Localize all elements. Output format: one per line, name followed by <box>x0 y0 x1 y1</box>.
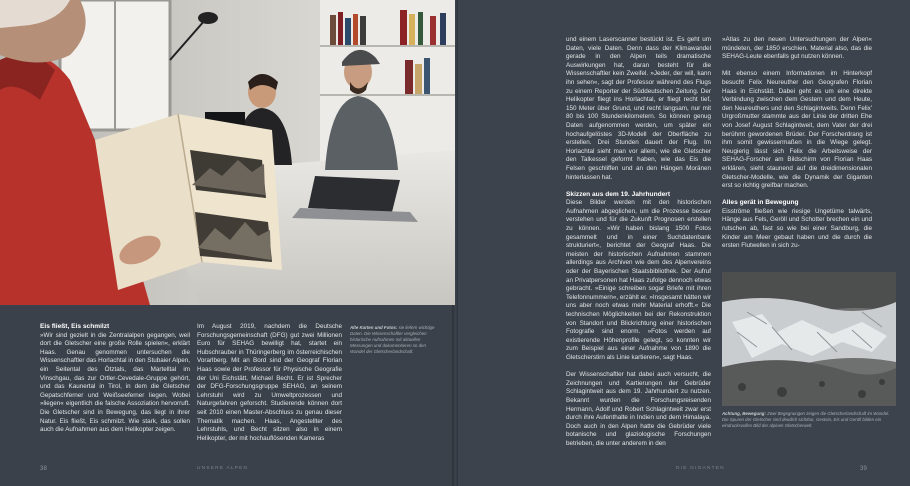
glacier-caption-lead: Achtung, Bewegung: <box>722 411 766 416</box>
column-3-paragraph-1: und einem Laserscanner bestückt ist. Es geht um Daten, viele Daten. Denn dass der Klimawandel gerade in den Alpen teils dramatische Auswirkungen hat, daran besteht für die Wissenschaftler kein Zweifel. »Jeder, der will, kann ihn sehen«, sagt der Professor während des Flugs zu einem Reporter der Süddeutschen Zeitung. Der Helikopter fliegt ins Horlachtal, er fliegt recht tief, 150 Meter über Grund, und recht langsam, nur mit 80 bis 100 Stundenkilometern. So können genug Daten aufgenommen werden, um später ein hochaufgelöstes 3D-Modell der Oberfläche zu erstellen. Drei Stunden dauert der Flug. Im Horlachtal sieht man vor allem, wie die Gletscher den Talkessel geformt haben, wie das Eis die Felsen geschliffen und an den Hängen Moränen hinterlassen hat. <box>566 36 711 181</box>
column-2-text: Im August 2019, nachdem die Deutsche Forschungsgemeinschaft (DFG) gut zwei Millionen Euro für SEHAG bewilligt hat, startet ein Hubschrauber in Thüringerberg im österreichischen Vorarlberg. Mit an Bord sind der Geograf Florian Haas sowie der Professor für Physische Geografie der Uni Eichstätt, Michael Becht. Er ist Sprecher der DFG-Forschungsgruppe SEHAG, an seinem Lehrstuhl wird zu Umweltprozessen und Naturgefahren geforscht. Studierende können dort seit 2010 einen Master-Abschluss zu genau dieser Thematik machen. Haas, Angestellter des Lehrstuhls, und Becht sitzen also in einem Helikopter, der mit hochauflösenden Kameras <box>197 323 342 442</box>
column-1-text: »Wir sind gezielt in die Zentralalpen gegangen, weil dort die Gletscher eine große Rolle spielen«, erklärt Haas. Genau genommen untersuchen die Wissenschaftler das Horlachtal in den Stubaier Alpen, ein Seitental des Ötztals, das Martelltal im Vinschgau, das zur Ortler-Cevedale-Gruppe gehört, und das Kaunertal in Tirol, in dem die Gletscher Gepatschferner und Weißseeferner liegen. Wobei »liegen« eigentlich die falsche Assoziation hervorruft. Die Gletscher sind in Bewegung, das liegt in ihrer Natur. Eis fließt, Eis schmilzt. Wie stark, das sollen auch die Aufnahmen aus dem Helikopter zeigen. <box>40 331 190 434</box>
column-4-paragraph-3: Eisströme fließen wie riesige Ungetüme talwärts, Hänge aus Fels, Geröll und Schotter brechen ein und rutschen ab, fast so wie bei einer Sandburg, die Kinder am Meer gebaut haben und die durch die ersten Flutwellen in sich zu- <box>722 207 872 250</box>
glacier-photo <box>722 272 896 406</box>
glacier-caption-text: Zwei Begegnungen zeigen die Gletscherlandschaft im Wandel. Die Spuren der Gletscher sind deutlich sichtbar, Gestein, Eis und Geröll bilden ein eindrucksvolles Bild der alpinen Gletscherwelt. <box>722 411 890 428</box>
glacier-caption <box>722 411 896 429</box>
left-running-head: UNSERE ALPEN <box>197 466 249 471</box>
column-4-paragraph-2: Mit ebenso einem Informationen im Hinterkopf besucht Felix Neureuther den Geografen Florian Haas in Eichstätt. Dabei geht es um eine direkte Verbindung zwischen dem Gestern und dem Heute, den Neureuthers und den Schlagintweits. Denn Felix' Urgroßmutter stammte aus der Linie der dritten Ehe von Josef August Schlagintweit, dem Vater der drei berühmt gewordenen Brüder. Der Forscherdrang ist ihm somit gewissermaßen in die Wiege gelegt. Neugierig lässt sich Felix die Arbeitsweise der SEHAG-Forscher am Bildschirm von Florian Haas erklären, sieht staunend auf die dreidimensionalen Gletscher-Modelle, wie die Dynamik der Giganten erst so richtig greifbar machen. <box>722 70 872 190</box>
office-photo <box>0 0 455 305</box>
photo-caption <box>350 325 435 355</box>
section-heading-skizzen: Skizzen aus dem 19. Jahrhundert <box>566 190 671 198</box>
article-column-2 <box>197 323 342 452</box>
article-column-3 <box>566 36 711 457</box>
photo-caption-text: sie liefern wichtige Daten. Die Wissenschaftler vergleichen historische Aufnahmen mit aktuellen Messungen und dokumentieren so den Wandel der Gletscherlandschaft. <box>350 325 435 354</box>
article-column-1 <box>40 323 190 443</box>
section-heading-bewegung: Alles gerät in Bewegung <box>722 199 799 207</box>
column-4-paragraph-1: »Atlas zu den neuen Untersuchungen der Alpen« mündeten, der 1850 erschien. Material also, das die SEHAG-Leute ebenfalls gut nutzen können. <box>722 36 872 61</box>
photo-caption-lead: Alte Karten und Fotos: <box>350 325 398 330</box>
left-page-number: 38 <box>40 466 48 472</box>
glacier-illustration <box>722 272 896 406</box>
right-running-head: DIE GIGANTEN <box>676 466 725 471</box>
section-heading-eis-fliesst: Eis fließt, Eis schmilzt <box>40 323 110 330</box>
right-page-number: 39 <box>860 466 868 472</box>
office-scene-illustration <box>0 0 455 305</box>
column-3-paragraph-3: Der Wissenschaftler hat dabei auch versucht, die Zeichnungen und Kartierungen der Gebrüder Schlagintweit aus dem 19. Jahrhundert zu nutzen. Bekannt wurden die Forschungsreisenden Hermann, Adolf und Robert Schlagintweit zwar erst durch ihre Aufenthalte in Indien und dem Himalaya. Doch auch in den Alpen hatte die Gebrüder viele botanische und glaziologische Forschungen betrieben, die unter anderem in den <box>566 371 711 447</box>
article-column-4 <box>722 36 872 259</box>
column-3-paragraph-2: Diese Bilder werden mit den historischen Aufnahmen abgeglichen, um die Prozesse besser verstehen und für die Zukunft Prognosen erstellen zu können. »Wir haben bislang 1500 Fotos gesammelt und in einer Suchdatenbank strukturiert«, berichtet der Geograf Haas. Die meisten der historischen Aufnahmen stammen allerdings aus Archiven wie dem des Alpenvereins oder der Bayerischen Staatsbibliothek. Der Aufruf an Privatpersonen hat Haas zufolge dennoch etwas gebracht. »Einige schreiben sogar Briefe mit ihren Telefonnummern«, erzählt er. »Insgesamt hätten wir uns aber noch etwas mehr Material erhofft.« Die technischen Möglichkeiten bei der Rekonstruktion von Standort und Blickrichtung einer historischen Fotografie sind enorm. »Fotos werden auf existierende Höhenprofile gelegt, so konnten wir zum Beispiel aus einer Aufnahme von 1890 die Gletscherstirn als Linie kartieren«, sagt Haas. <box>566 199 711 361</box>
